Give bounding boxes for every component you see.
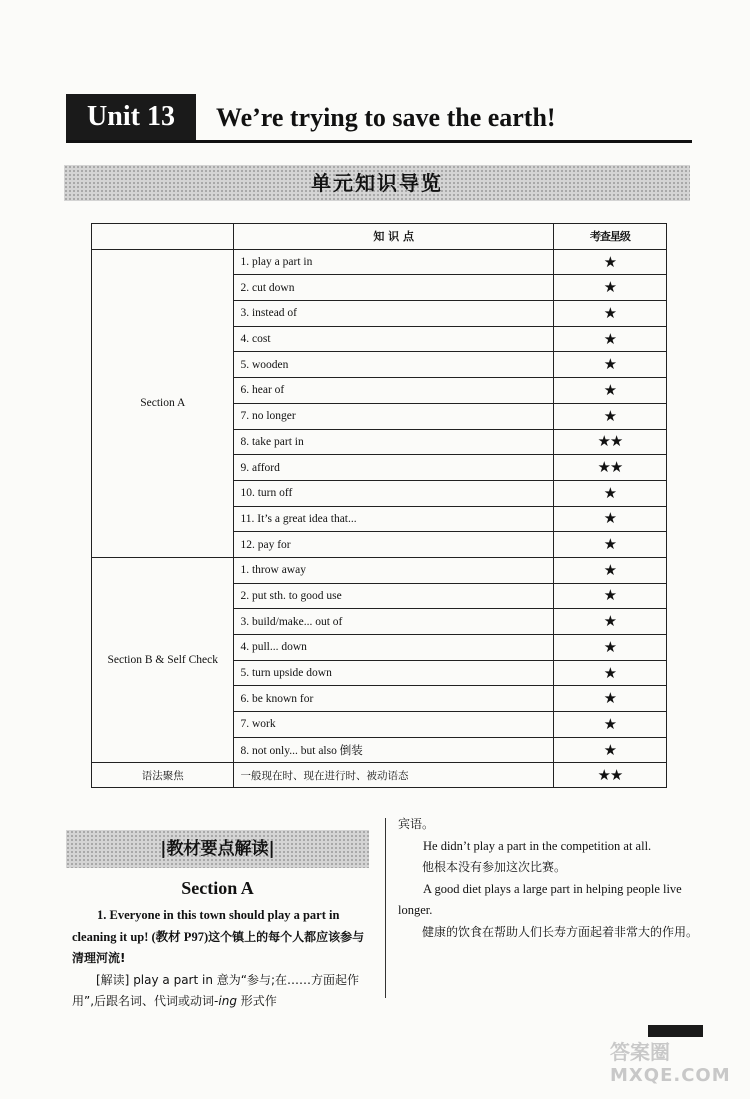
section-a-label: Section A <box>92 249 234 557</box>
knowledge-point: 6. be known for <box>234 686 553 712</box>
note-label: [解读] <box>96 972 130 987</box>
knowledge-point: 12. pay for <box>234 532 553 558</box>
knowledge-point: 5. turn upside down <box>234 660 553 686</box>
knowledge-point: 4. pull... down <box>234 635 553 661</box>
page-number-tab <box>648 1025 703 1037</box>
knowledge-point: 8. not only... but also 倒装 <box>234 737 553 763</box>
star-rating: ★ <box>553 506 666 532</box>
section-b-label: Section B & Self Check <box>92 557 234 763</box>
item-1-en: 1. Everyone in this town should play a part in cleaning it up! (教材 P97) <box>72 908 340 944</box>
right-column <box>398 814 698 943</box>
knowledge-point: 1. throw away <box>234 557 553 583</box>
example-2-en: A good diet plays a large part in helping people live longer. <box>398 881 682 917</box>
header-points: 知 识 点 <box>234 224 553 250</box>
star-rating: ★★ <box>553 455 666 481</box>
item-1-note <box>72 970 372 1013</box>
header-stars: 考查星级 <box>553 224 666 250</box>
knowledge-point: 8. take part in <box>234 429 553 455</box>
section-title: Section A <box>181 878 254 898</box>
header-section-cell <box>92 224 234 250</box>
banner-title: 单元知识导览 <box>311 171 443 195</box>
knowledge-point: 5. wooden <box>234 352 553 378</box>
star-rating: ★ <box>553 712 666 738</box>
watermark-line2: MXQE.COM <box>610 1065 731 1086</box>
watermark-logo <box>610 1040 731 1088</box>
knowledge-table <box>91 223 667 788</box>
watermark-line1: 答案圈 <box>610 1040 670 1064</box>
knowledge-point: 2. cut down <box>234 275 553 301</box>
grammar-row <box>92 763 667 788</box>
table-row <box>92 557 667 583</box>
knowledge-point: 3. build/make... out of <box>234 609 553 635</box>
star-rating: ★ <box>553 403 666 429</box>
star-rating: ★ <box>553 249 666 275</box>
knowledge-point: 10. turn off <box>234 480 553 506</box>
star-rating: ★ <box>553 532 666 558</box>
note-continuation: 宾语。 <box>398 817 435 831</box>
star-rating: ★ <box>553 378 666 404</box>
note-text-b: 形式作 <box>236 994 277 1008</box>
left-column <box>72 905 372 1013</box>
knowledge-point: 9. afford <box>234 455 553 481</box>
section-heading-title: |教材要点解读| <box>160 839 275 859</box>
knowledge-point: 4. cost <box>234 326 553 352</box>
star-rating: ★ <box>553 737 666 763</box>
table-row <box>92 249 667 275</box>
example-1-cn: 他根本没有参加这次比赛。 <box>422 860 567 874</box>
unit-title: We’re trying to save the earth! <box>216 103 556 132</box>
item-1-cn: 这个镇上的每个人都应该参与清理河流! <box>72 929 365 965</box>
star-rating: ★ <box>553 583 666 609</box>
knowledge-point: 1. play a part in <box>234 249 553 275</box>
star-rating: ★ <box>553 326 666 352</box>
star-rating: ★ <box>553 609 666 635</box>
knowledge-point: 3. instead of <box>234 301 553 327</box>
unit-label: Unit 13 <box>66 94 196 140</box>
star-rating: ★ <box>553 557 666 583</box>
grammar-point: 一般现在时、现在进行时、被动语态 <box>234 763 553 788</box>
example-1-en: He didn’t play a part in the competition at all. <box>423 838 652 853</box>
grammar-stars: ★★ <box>553 763 666 788</box>
note-ing: ing <box>218 994 237 1008</box>
knowledge-point: 2. put sth. to good use <box>234 583 553 609</box>
section-heading <box>66 830 369 868</box>
note-text-a: play a part in 意为“参与;在……方面起作用”,后跟名词、代词或动词- <box>72 972 360 1008</box>
knowledge-point: 7. work <box>234 712 553 738</box>
star-rating: ★ <box>553 301 666 327</box>
column-divider <box>385 818 386 998</box>
unit-header <box>66 94 692 143</box>
star-rating: ★ <box>553 352 666 378</box>
star-rating: ★ <box>553 480 666 506</box>
knowledge-point: 6. hear of <box>234 378 553 404</box>
star-rating: ★ <box>553 660 666 686</box>
item-1 <box>72 905 372 970</box>
example-2-cn: 健康的饮食在帮助人们长寿方面起着非常大的作用。 <box>422 924 699 939</box>
knowledge-point: 7. no longer <box>234 403 553 429</box>
table-header-row <box>92 224 667 250</box>
star-rating: ★ <box>553 635 666 661</box>
star-rating: ★ <box>553 686 666 712</box>
star-rating: ★ <box>553 275 666 301</box>
star-rating: ★★ <box>553 429 666 455</box>
knowledge-point: 11. It’s a great idea that... <box>234 506 553 532</box>
grammar-label: 语法聚焦 <box>92 763 234 788</box>
knowledge-overview-banner <box>64 165 690 201</box>
